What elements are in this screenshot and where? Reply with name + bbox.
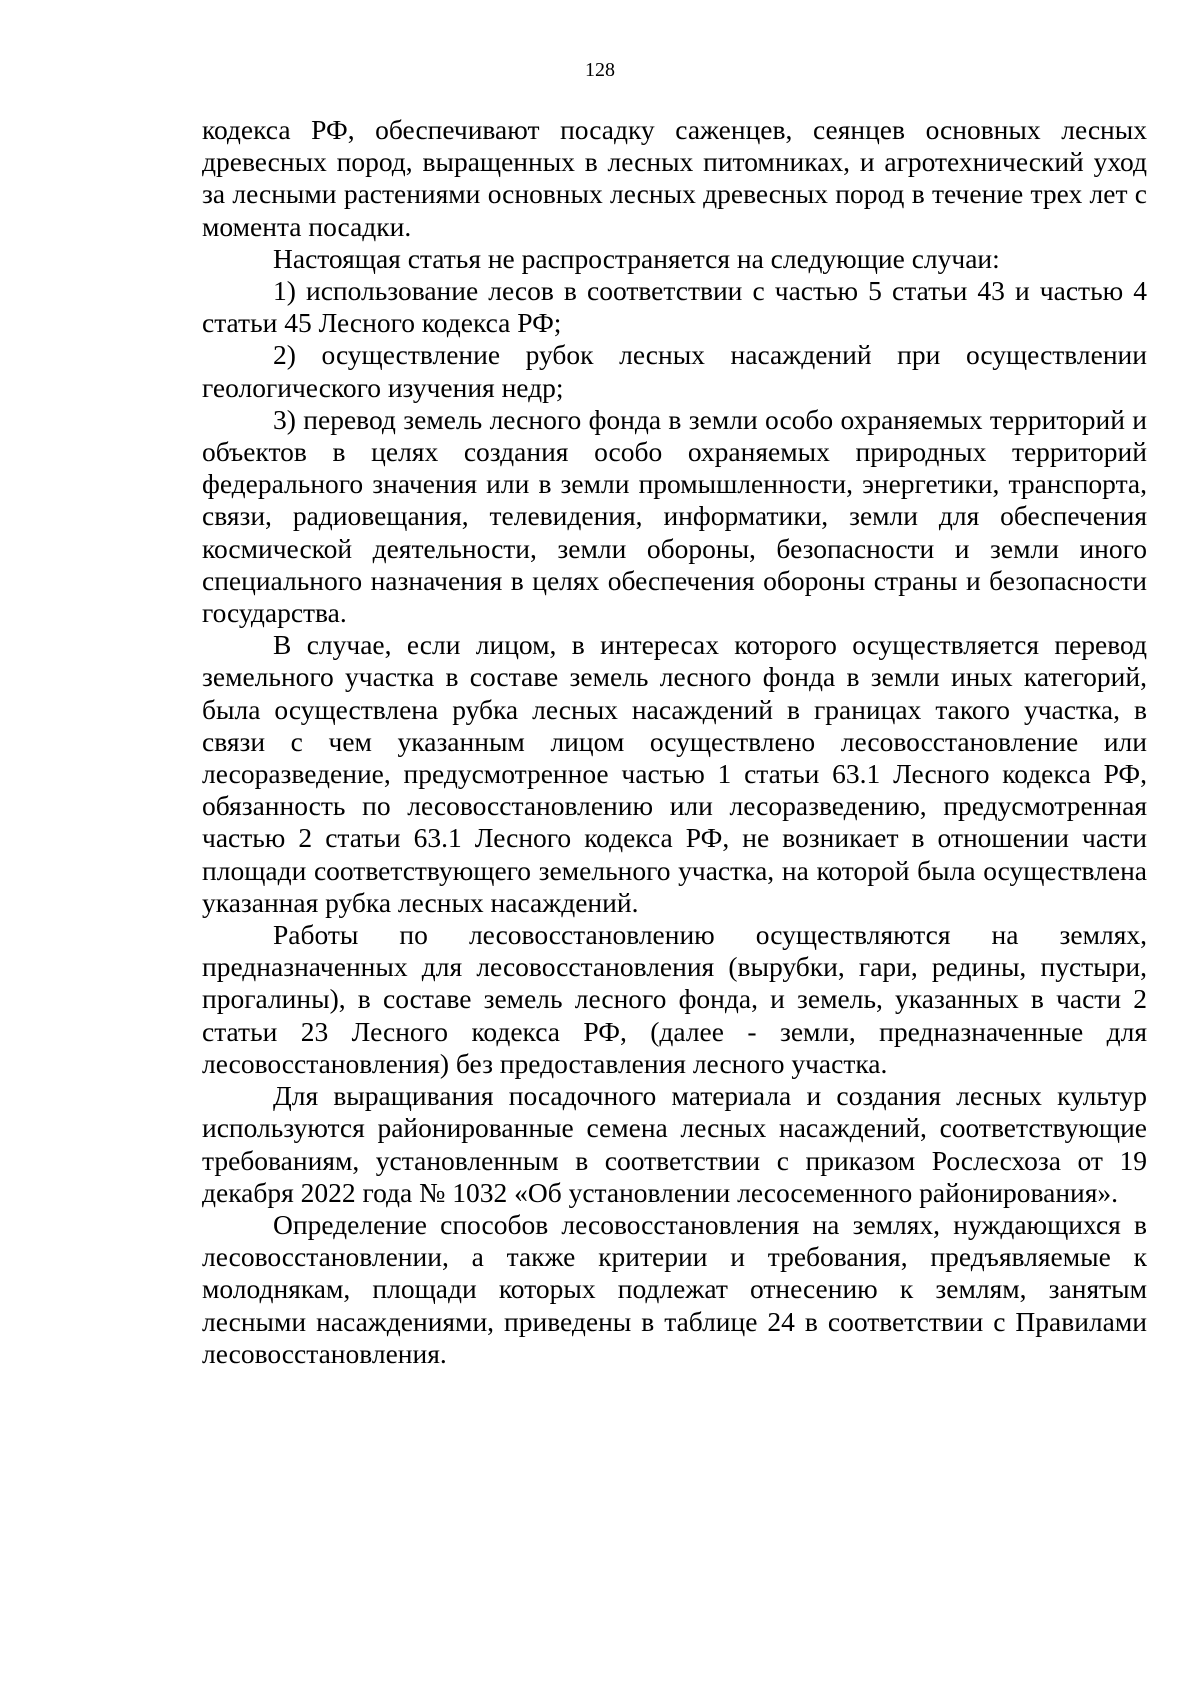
- list-item-1: 1) использование лесов в соответствии с частью 5 статьи 43 и частью 4 статьи 45 Лесного кодекса РФ;: [202, 275, 1147, 339]
- list-item-3: 3) перевод земель лесного фонда в земли особо охраняемых территорий и объектов в целях создания особо охраняемых природных территорий федерального значения или в земли промышленности, энергетики, транспорта, связи, радиовещания, телевидения, информатики, земли для обеспечения космической деятельности, земли обороны, безопасности и земли иного специального назначения в целях обеспечения обороны страны и безопасности государства.: [202, 403, 1147, 629]
- paragraph-land-transfer: В случае, если лицом, в интересах которого осуществляется перевод земельного участка в составе земель лесного фонда в земли иных категорий, была осуществлена рубка лесных насаждений в границах такого участка, в связи с чем указанным лицом осуществлено лесовосстановление или лесоразведение, предусмотренное частью 1 статьи 63.1 Лесного кодекса РФ, обязанность по лесовосстановлению или лесоразведению, предусмотренная частью 2 статьи 63.1 Лесного кодекса РФ, не возникает в отношении части площади соответствующего земельного участка, на которой была осуществлена указанная рубка лесных насаждений.: [202, 629, 1147, 918]
- page-number: 128: [585, 59, 615, 81]
- paragraph-seeds: Для выращивания посадочного материала и создания лесных культур используются районированные семена лесных насаждений, соответствующие требованиям, установленным в соответствии с приказом Рослесхоза от 19 декабря 2022 года № 1032 «Об установлении лесосеменного районирования».: [202, 1080, 1147, 1208]
- paragraph-exceptions-intro: Настоящая статья не распространяется на следующие случаи:: [273, 242, 1000, 274]
- paragraph-reforestation-works: Работы по лесовосстановлению осуществляются на землях, предназначенных для лесовосстановления (вырубки, гари, редины, пустыри, прогалины), в составе земель лесного фонда, и земель, указанных в части 2 статьи 23 Лесного кодекса РФ, (далее - земли, предназначенные для лесовосстановления) без предоставления лесного участка.: [202, 919, 1147, 1079]
- list-item-2: 2) осуществление рубок лесных насаждений при осуществлении геологического изучения недр;: [202, 339, 1147, 403]
- paragraph-continuation: кодекса РФ, обеспечивают посадку саженцев, сеянцев основных лесных древесных пород, выращенных в лесных питомниках, и агротехнический уход за лесными растениями основных лесных древесных пород в течение трех лет с момента посадки.: [202, 114, 1147, 242]
- paragraph-methods: Определение способов лесовосстановления на землях, нуждающихся в лесовосстановлении, а также критерии и требования, предъявляемые к молоднякам, площади которых подлежат отнесению к землям, занятым лесными насаждениями, приведены в таблице 24 в соответствии с Правилами лесовосстановления.: [202, 1208, 1147, 1369]
- body-text: [202, 114, 1147, 1370]
